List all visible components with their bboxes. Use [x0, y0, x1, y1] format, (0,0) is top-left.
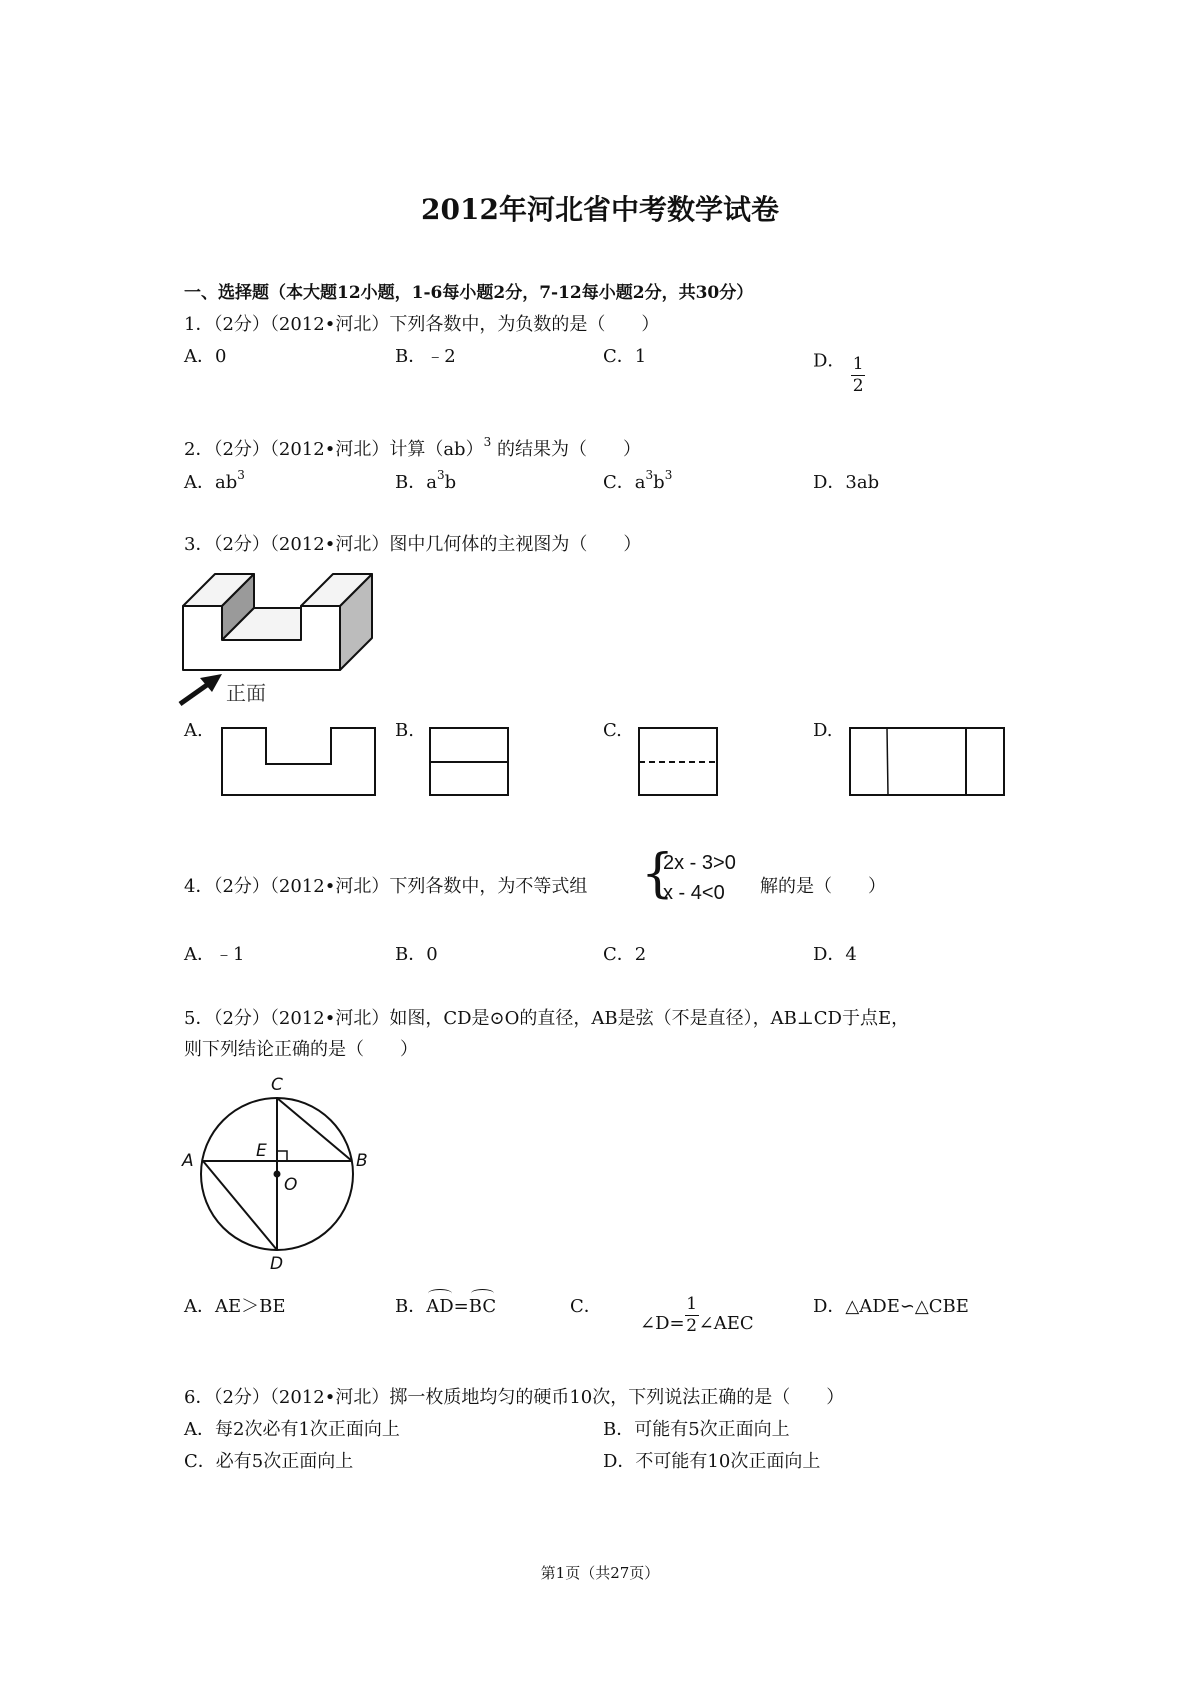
q4-option-b: B．0: [395, 944, 438, 965]
q1-option-d-label: D．: [813, 350, 846, 372]
front-arrow-icon: [180, 674, 222, 704]
q3-solid-figure: [178, 568, 388, 708]
q6-option-a: A．每2次必有1次正面向上: [184, 1419, 400, 1440]
q2-option-b-text: B．a: [395, 472, 437, 493]
q5-option-c-post: ∠AEC: [698, 1312, 754, 1334]
q5-fraction-num: 1: [686, 1294, 698, 1314]
q1-option-a: A．0: [184, 346, 227, 367]
q5-option-d: D．△ADE∽△CBE: [813, 1296, 969, 1317]
q1-stem: 1．（2分）（2012•河北）下列各数中，为负数的是（ ）: [184, 314, 660, 335]
q4-inequality-2: x - 4<0: [663, 882, 725, 904]
q3-option-b: B.: [395, 720, 414, 741]
q5-fraction-den: 2: [686, 1316, 698, 1336]
point-label-b: B: [356, 1151, 368, 1171]
q1-fraction-den: 2: [852, 376, 864, 396]
q4-option-c: C．2: [603, 944, 647, 965]
q5-option-a: A．AE＞BE: [184, 1296, 286, 1317]
q1-option-b: B．﹣2: [395, 346, 456, 367]
q2-option-b-sup: 3: [436, 468, 445, 482]
q5-option-b: [395, 1292, 496, 1318]
q5-arc-bc: BC: [468, 1296, 497, 1317]
q4-stem-pre: 4．（2分）（2012•河北）下列各数中，为不等式组: [184, 876, 588, 897]
q4-option-a: A．﹣1: [184, 944, 245, 965]
q4-option-d: D．4: [813, 944, 857, 965]
q3-option-a: A.: [184, 720, 203, 741]
q2-stem-post: 的结果为（ ）: [496, 439, 641, 460]
q5-option-c-label: C．: [570, 1296, 602, 1317]
q3-option-d: D.: [813, 720, 833, 741]
point-label-o: O: [284, 1175, 298, 1195]
q3-option-d-figure: [848, 726, 1006, 798]
q2-option-a-text: A．ab: [184, 472, 238, 493]
q6-option-b: B．可能有5次正面向上: [603, 1419, 790, 1440]
point-label-c: C: [271, 1075, 283, 1095]
q2-option-c-mid: b: [653, 472, 665, 493]
q2-option-b: [395, 468, 456, 494]
q4-inequality-1: 2x - 3>0: [663, 852, 736, 874]
q2-option-b-post: b: [444, 472, 457, 493]
q5-stem-line1: 5．（2分）（2012•河北）如图，CD是⊙O的直径，AB是弦（不是直径），AB⊥CD于点E，: [184, 1008, 910, 1029]
q1-option-c: C．1: [603, 346, 647, 367]
q2-option-a-sup: 3: [237, 468, 245, 482]
q5-fraction: [685, 1296, 699, 1335]
q2-option-c-sup2: 3: [664, 468, 673, 482]
q6-option-c: C．必有5次正面向上: [184, 1451, 354, 1472]
q2-option-d: D．3ab: [813, 472, 880, 493]
point-label-d: D: [270, 1254, 284, 1270]
q3-stem: 3．（2分）（2012•河北）图中几何体的主视图为（ ）: [184, 534, 642, 555]
q2-option-c: [603, 468, 672, 494]
point-label-e: E: [256, 1141, 267, 1161]
q1-fraction: [851, 356, 865, 395]
q2-stem-sup: 3: [483, 435, 492, 449]
q5-option-c: [640, 1290, 754, 1336]
q3-option-b-figure: [428, 726, 510, 798]
q4-stem-post: 解的是（ ）: [760, 876, 886, 897]
q6-option-d: D．不可能有10次正面向上: [603, 1451, 821, 1472]
q5-arc-ad: AD: [426, 1296, 454, 1317]
q1-fraction-num: 1: [852, 354, 864, 374]
point-label-a: A: [182, 1151, 194, 1171]
q2-option-a: [184, 468, 245, 494]
q2-stem: [184, 435, 641, 461]
q5-stem-line2: 则下列结论正确的是（ ）: [184, 1039, 418, 1060]
front-label: 正面: [226, 681, 266, 705]
q3-option-c: C.: [603, 720, 622, 741]
q2-option-c-text: C．a: [603, 472, 646, 493]
q5-option-b-eq: =: [453, 1296, 469, 1317]
q3-option-a-figure: [220, 726, 378, 798]
q5-circle-figure: [178, 1070, 378, 1270]
q5-option-b-label: B．: [395, 1296, 427, 1317]
section-heading: 一、选择题（本大题12小题，1-6每小题2分，7-12每小题2分，共30分）: [184, 283, 754, 303]
brace-icon: {: [641, 844, 675, 904]
q2-option-c-sup1: 3: [645, 468, 654, 482]
q6-stem: 6．（2分）（2012•河北）掷一枚质地均匀的硬币10次，下列说法正确的是（ ）: [184, 1387, 845, 1408]
page-title: 2012年河北省中考数学试卷: [421, 193, 779, 226]
q2-stem-pre: 2．（2分）（2012•河北）计算（ab）: [184, 439, 484, 460]
q3-option-c-figure: [637, 726, 719, 798]
q1-option-d: [813, 342, 865, 396]
q5-option-c-pre: ∠D=: [640, 1312, 685, 1334]
page-footer: 第1页（共27页）: [540, 1564, 660, 1582]
